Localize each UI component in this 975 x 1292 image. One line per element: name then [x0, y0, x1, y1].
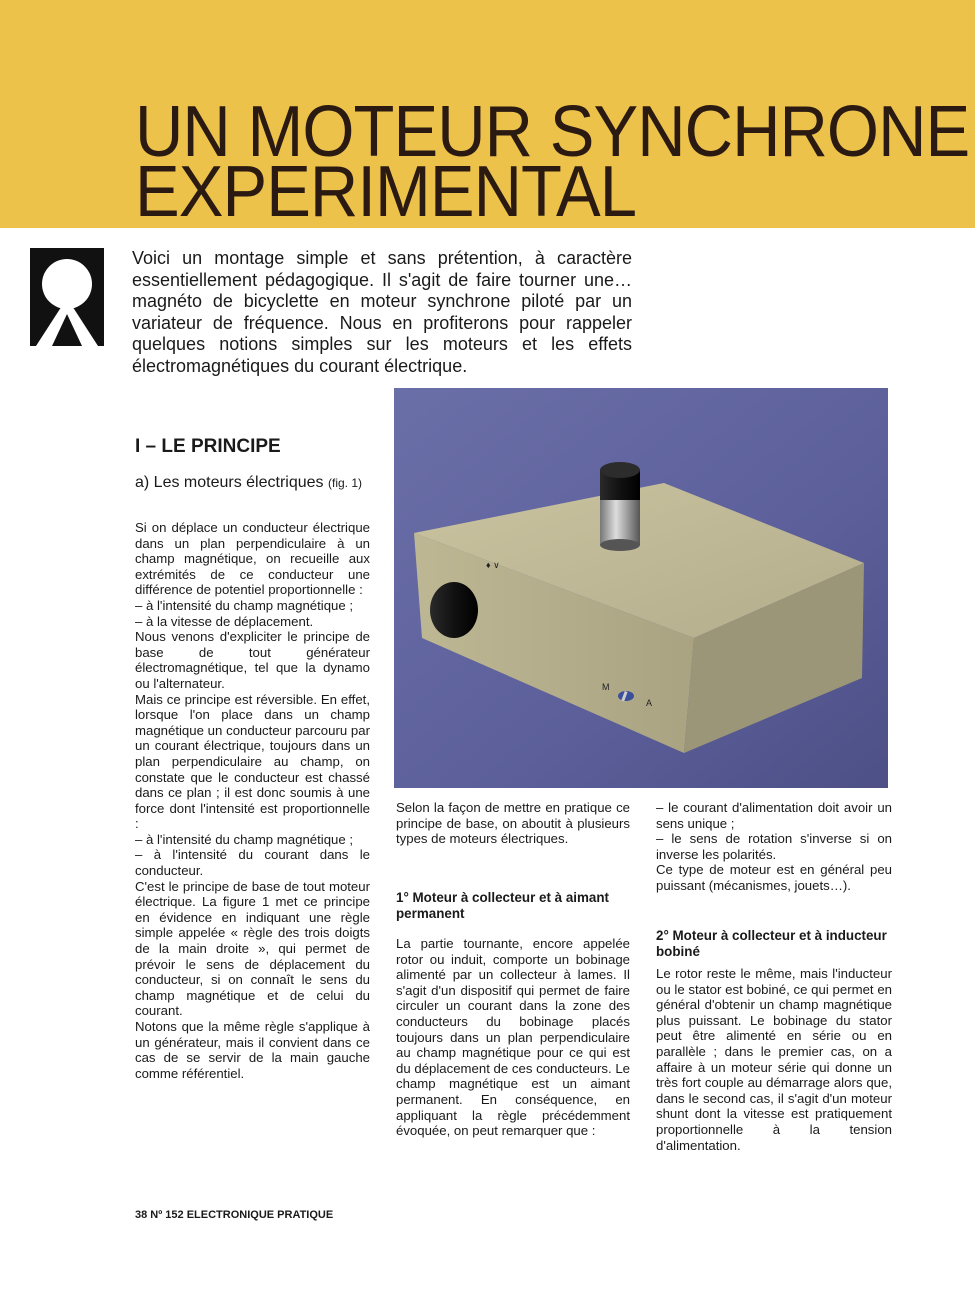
paragraph: Ce type de moteur est en général peu puissant (mécanismes, jouets…). [656, 862, 892, 893]
paragraph: Si on déplace un conducteur électrique dans un plan perpendiculaire à un champ magnétique, on recueille aux extrémités de ce conducteur une différence de potentiel proportionnelle : [135, 520, 370, 598]
paragraph: – à l'intensité du champ magnétique ; [135, 831, 354, 847]
magazine-emblem-icon [30, 248, 104, 346]
paragraph: – à la vitesse de déplacement. [135, 613, 314, 629]
front-knob [430, 582, 478, 638]
device-photo [394, 388, 888, 788]
column-3-body [656, 966, 892, 1153]
paragraph: – à l'intensité du courant dans le conducteur. [135, 847, 370, 879]
paragraph: Notons que la même règle s'applique à un générateur, mais il convient dans ce cas de se servir de la main gauche comme référentiel. [135, 1019, 370, 1081]
section-heading: I – LE PRINCIPE [135, 436, 281, 457]
svg-text:♦ ∨: ♦ ∨ [486, 560, 500, 570]
subheading-text: a) Les moteurs électriques [135, 474, 324, 491]
motor-type-1-heading: 1° Moteur à collecteur et à aimant permanent [396, 890, 609, 921]
paragraph: C'est le principe de base de tout moteur électrique. La figure 1 met ce principe en évidence en indiquant une règle simple appelée « règle des trois doigts de la main droite », qui permet de prévoir le sens de déplacement du conducteur, si on connaît le sens du champ magnétique et de celui du courant. [135, 878, 370, 1019]
column-2-body [396, 936, 630, 1139]
column-1 [135, 520, 370, 1081]
switch-label-m: M [602, 682, 610, 692]
motor-type-2-heading: 2° Moteur à collecteur et à inducteur bobiné [656, 928, 887, 959]
page-footer: 38 Nº 152 ELECTRONIQUE PRATIQUE [135, 1209, 334, 1221]
article-title-line1: UN MOTEUR SYNCHRONE [135, 92, 970, 172]
switch-label-a: A [646, 698, 653, 708]
paragraph: – le courant d'alimentation doit avoir un sens unique ; [656, 800, 892, 831]
paragraph: Nous venons d'expliciter le principe de base de tout générateur électromagnétique, tel que la dynamo ou l'alternateur. [135, 629, 370, 691]
paragraph: – à l'intensité du champ magnétique ; [135, 597, 354, 613]
column-3-list [656, 800, 892, 894]
article-intro: Voici un montage simple et sans prétention, à caractère essentiellement pédagogique. Il s'agit de faire tourner une… magnéto de bicyclette en moteur synchrone piloté par un variateur de fréquence. Nous en profiterons pour rappeler quelques notions simples sur les moteurs et les effets électromagnétiques du courant électrique. [132, 248, 632, 376]
subheading-figure-ref: (fig. 1) [327, 476, 362, 490]
subheading [135, 474, 375, 492]
paragraph: Le rotor reste le même, mais l'inducteur ou le stator est bobiné, ce qui permet en général d'obtenir un champ magnétique plus puissant. Le bobinage du stator peut être alimenté en série ou en parallèle ; dans le premier cas, on a affaire à un moteur série qui donne un très fort couple au démarrage alors que, dans le second cas, il s'agit d'un moteur shunt dont la vitesse est pratiquement proportionnelle à la tension d'alimentation. [656, 966, 892, 1153]
paragraph: Selon la façon de mettre en pratique ce principe de base, on aboutit à plusieurs types de moteurs électriques. [396, 800, 630, 847]
paragraph: Mais ce principe est réversible. En effet, lorsque l'on place dans un champ magnétique un conducteur parcouru par un courant électrique, toujours dans un plan perpendiculaire au champ, on constate que le conducteur est chassé dans ce plan ; il est donc soumis à une force dont l'intensité est proportionnelle : [135, 691, 370, 832]
column-2-intro [396, 800, 630, 847]
article-title-line2: EXPERIMENTAL [135, 152, 637, 232]
paragraph: – le sens de rotation s'inverse si on inverse les polarités. [656, 831, 892, 862]
paragraph: La partie tournante, encore appelée rotor ou induit, comporte un bobinage alimenté par un collecteur à lames. Il s'agit d'un dispositif qui permet de faire circuler un courant dans la zone des conducteurs du bobinage placés toujours dans un plan perpendiculaire au champ magnétique pour ce qui est du déplacement de ces conducteurs. Le champ magnétique est un aimant permanent. En conséquence, en appliquant la règle précédemment évoquée, on peut remarquer que : [396, 936, 630, 1139]
title-banner [0, 0, 975, 232]
